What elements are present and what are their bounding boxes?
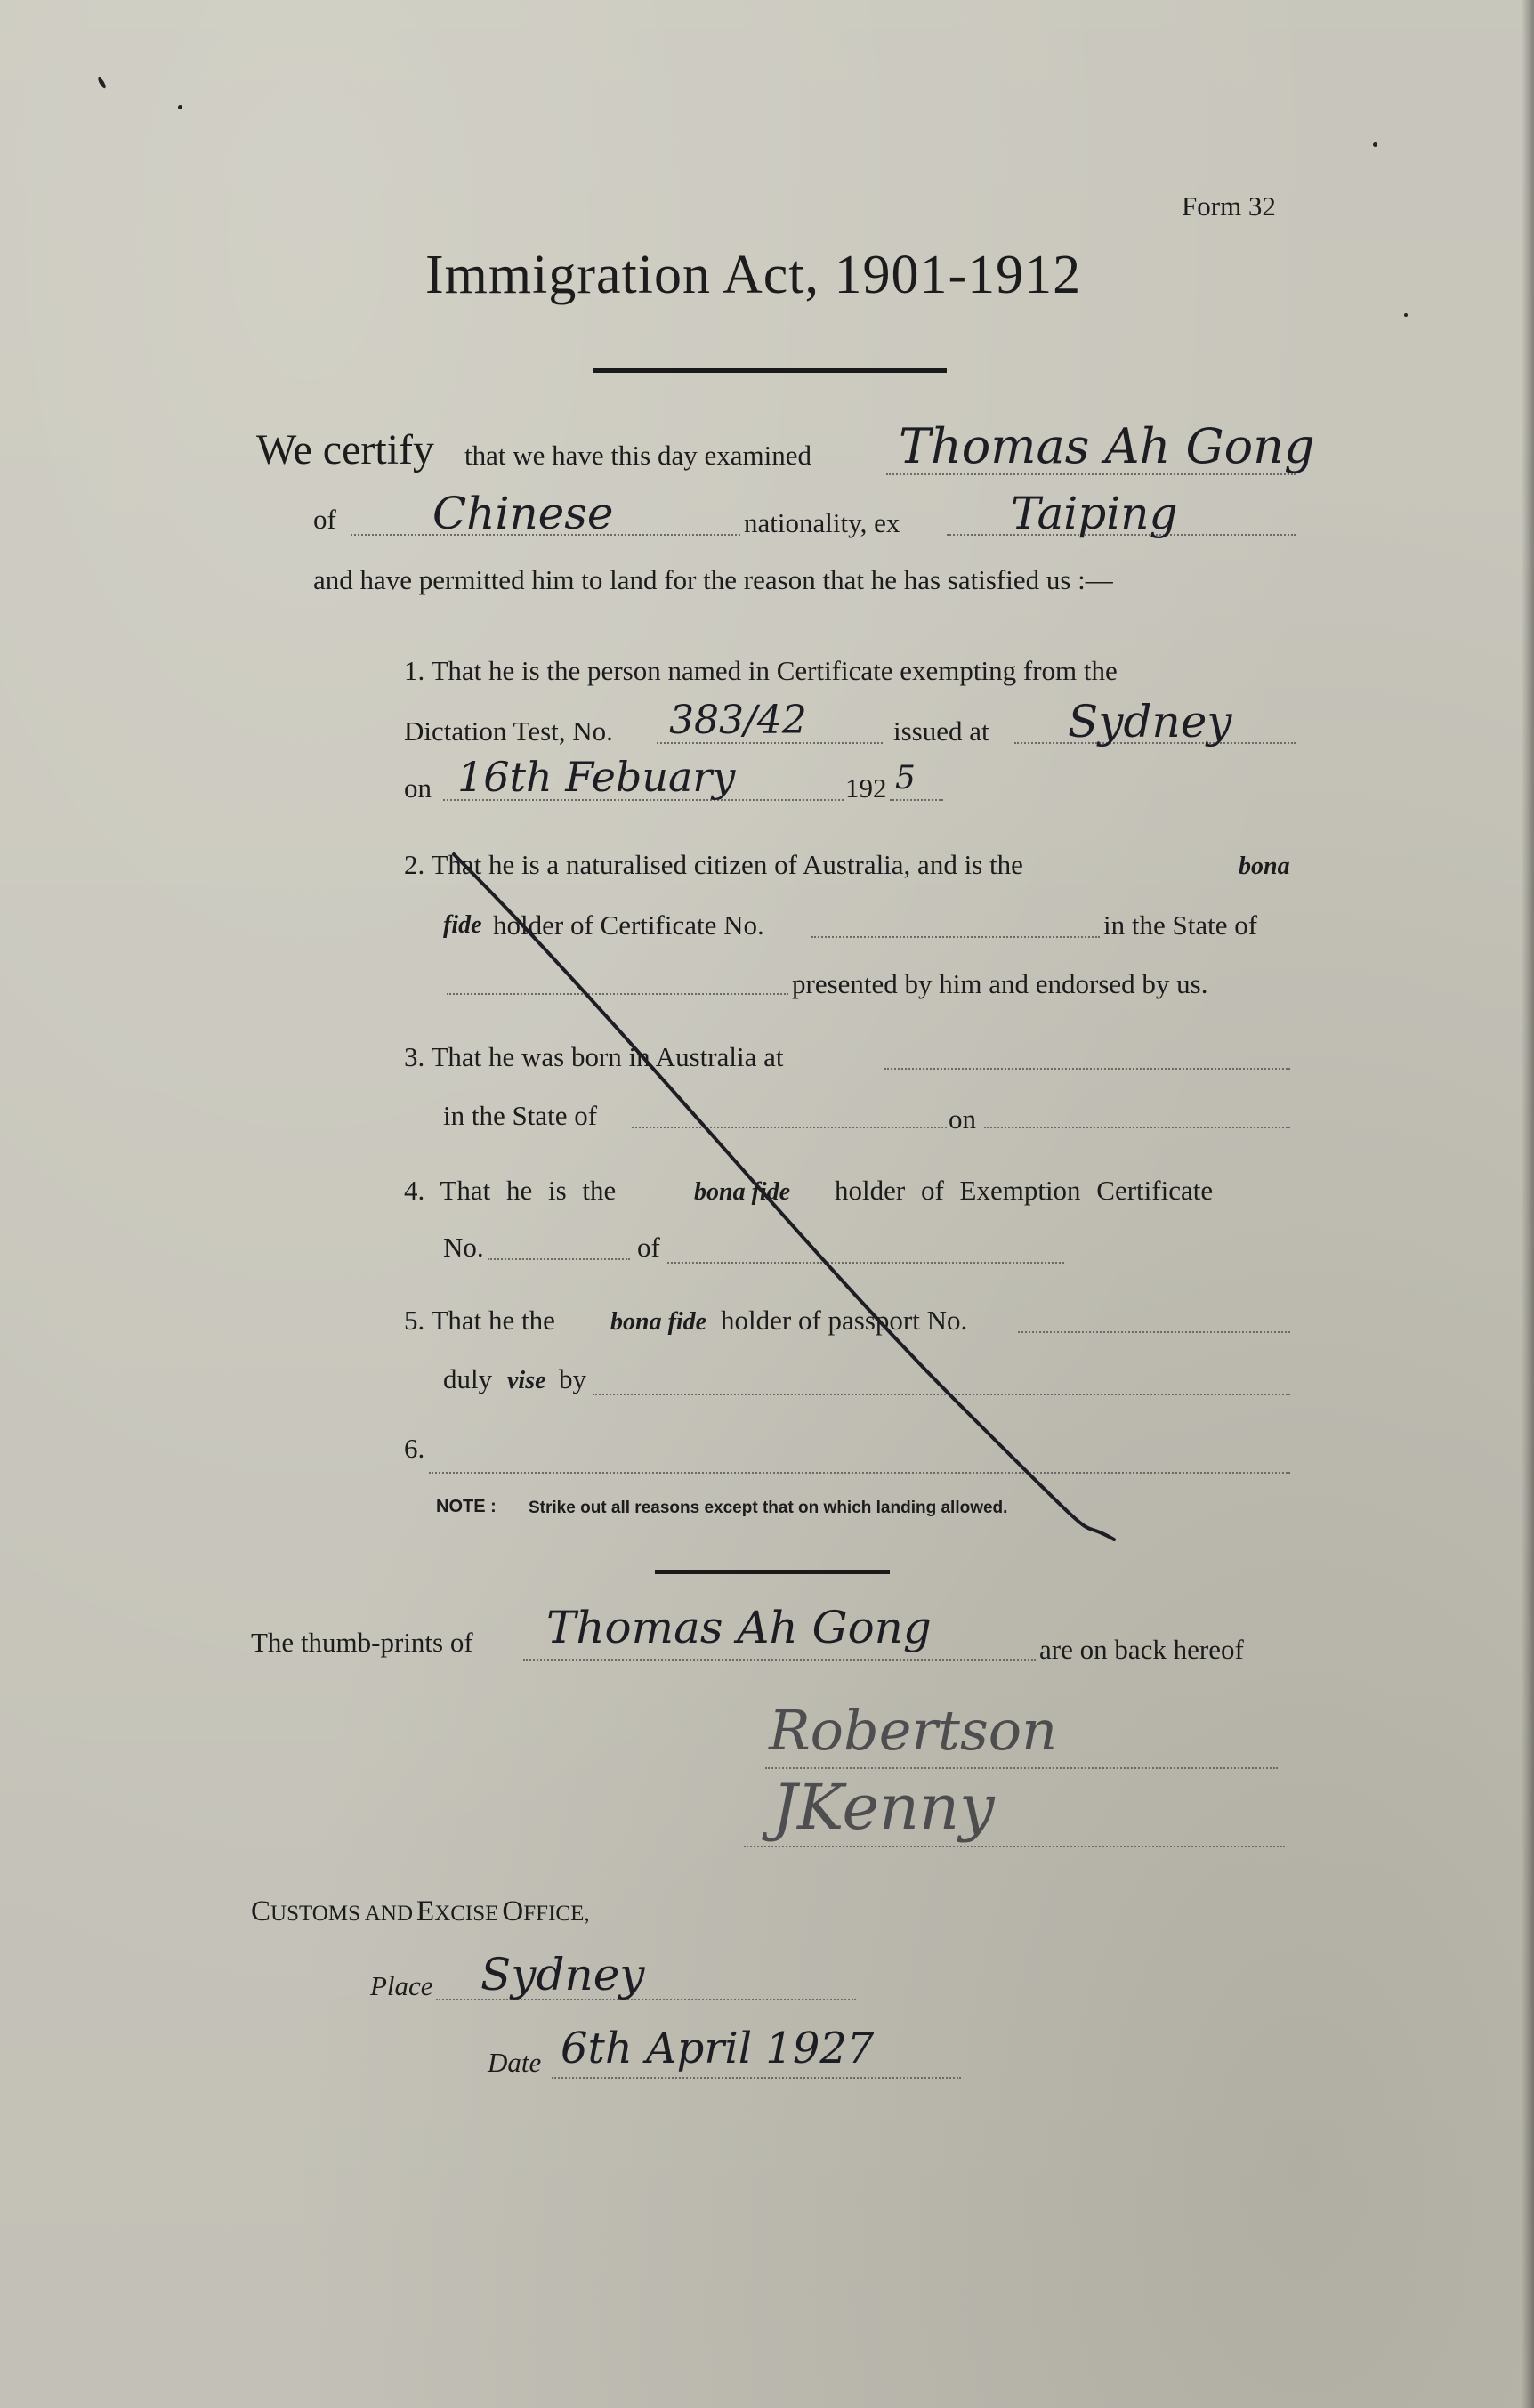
reason-1-line1: 1. That he is the person named in Certificate exempting from the (404, 655, 1118, 686)
reason-4-bona-fide: bona fide (694, 1178, 791, 1206)
reason-2-line1: 2. That he is a naturalised citizen of Australia, and is the (404, 849, 1023, 880)
of-label: of (313, 504, 336, 535)
permitted-text: and have permitted him to land for the reason that he has satisfied us :— (313, 564, 1113, 595)
reason-4-line1a: 4. That he is the (404, 1175, 617, 1206)
office-title: CUSTOMS AND EXCISE OFFICE, (251, 1895, 590, 1927)
reason-2-fide: fide (443, 911, 482, 939)
reason-5-bona-fide: bona fide (610, 1308, 707, 1336)
issued-year-prefix: 192 (845, 772, 887, 804)
signature-line-2 (744, 1846, 1285, 1847)
form-number: Form 32 (1182, 190, 1276, 222)
thumb-name-handwritten: Thomas Ah Gong (546, 1602, 932, 1653)
signature-2: JKenny (772, 1771, 995, 1844)
reason-4-no: No. (443, 1232, 484, 1263)
reason-3-line1: 3. That he was born in Australia at (404, 1041, 784, 1072)
issued-date-handwritten: 16th Febuary (457, 753, 736, 801)
reason-4-of: of (637, 1232, 660, 1263)
note-label: NOTE : (436, 1497, 497, 1516)
signature-line-1 (765, 1767, 1278, 1769)
issued-place-handwritten: Sydney (1068, 696, 1232, 747)
dictation-number-handwritten: 383/42 (669, 698, 807, 743)
reason-2-state: in the State of (1103, 909, 1258, 941)
reason-5-vise: vise (507, 1367, 546, 1394)
place-handwritten: Sydney (480, 1949, 645, 2000)
date-handwritten: 6th April 1927 (561, 2024, 875, 2073)
reason-3-on: on (949, 1103, 976, 1135)
reason-5-line1a: 5. That he the (404, 1305, 555, 1336)
reason-1-dictation: Dictation Test, No. (404, 715, 613, 747)
page-edge-shadow (1522, 0, 1534, 2408)
certify-lead: We certify (256, 426, 435, 473)
thumb-text: The thumb-prints of (251, 1627, 473, 1658)
examined-name-handwritten: Thomas Ah Gong (899, 418, 1315, 474)
examined-text: that we have this day examined (464, 440, 811, 471)
reason-6: 6. (404, 1433, 425, 1464)
reason-3-state: in the State of (443, 1100, 598, 1131)
nationality-text: nationality, ex (744, 507, 900, 538)
reason-2-line2: holder of Certificate No. (493, 909, 764, 941)
reason-2-line3: presented by him and endorsed by us. (792, 968, 1208, 999)
reason-4-line1b: holder of Exemption Certificate (835, 1175, 1214, 1206)
thumb-suffix: are on back hereof (1039, 1634, 1244, 1665)
issued-year-suffix-handwritten: 5 (895, 760, 916, 796)
reason-5-by: by (559, 1363, 586, 1394)
reason-2-bona: bona (1239, 852, 1290, 880)
date-label: Date (488, 2047, 542, 2078)
nationality-handwritten: Chinese (432, 488, 614, 539)
ship-handwritten: Taiping (1011, 488, 1178, 539)
reason-5-line1b: holder of passport No. (721, 1305, 968, 1336)
date-line (552, 2077, 961, 2079)
reason-5-duly: duly (443, 1363, 493, 1394)
reason-1-issued: issued at (893, 715, 989, 747)
signature-1: Robertson (769, 1698, 1058, 1763)
place-label: Place (370, 1970, 433, 2001)
reason-1-on: on (404, 772, 432, 804)
page-title: Immigration Act, 1901-1912 (425, 245, 1082, 305)
note-text: Strike out all reasons except that on which landing allowed. (529, 1499, 1008, 1517)
thumb-name-line (523, 1659, 1036, 1661)
